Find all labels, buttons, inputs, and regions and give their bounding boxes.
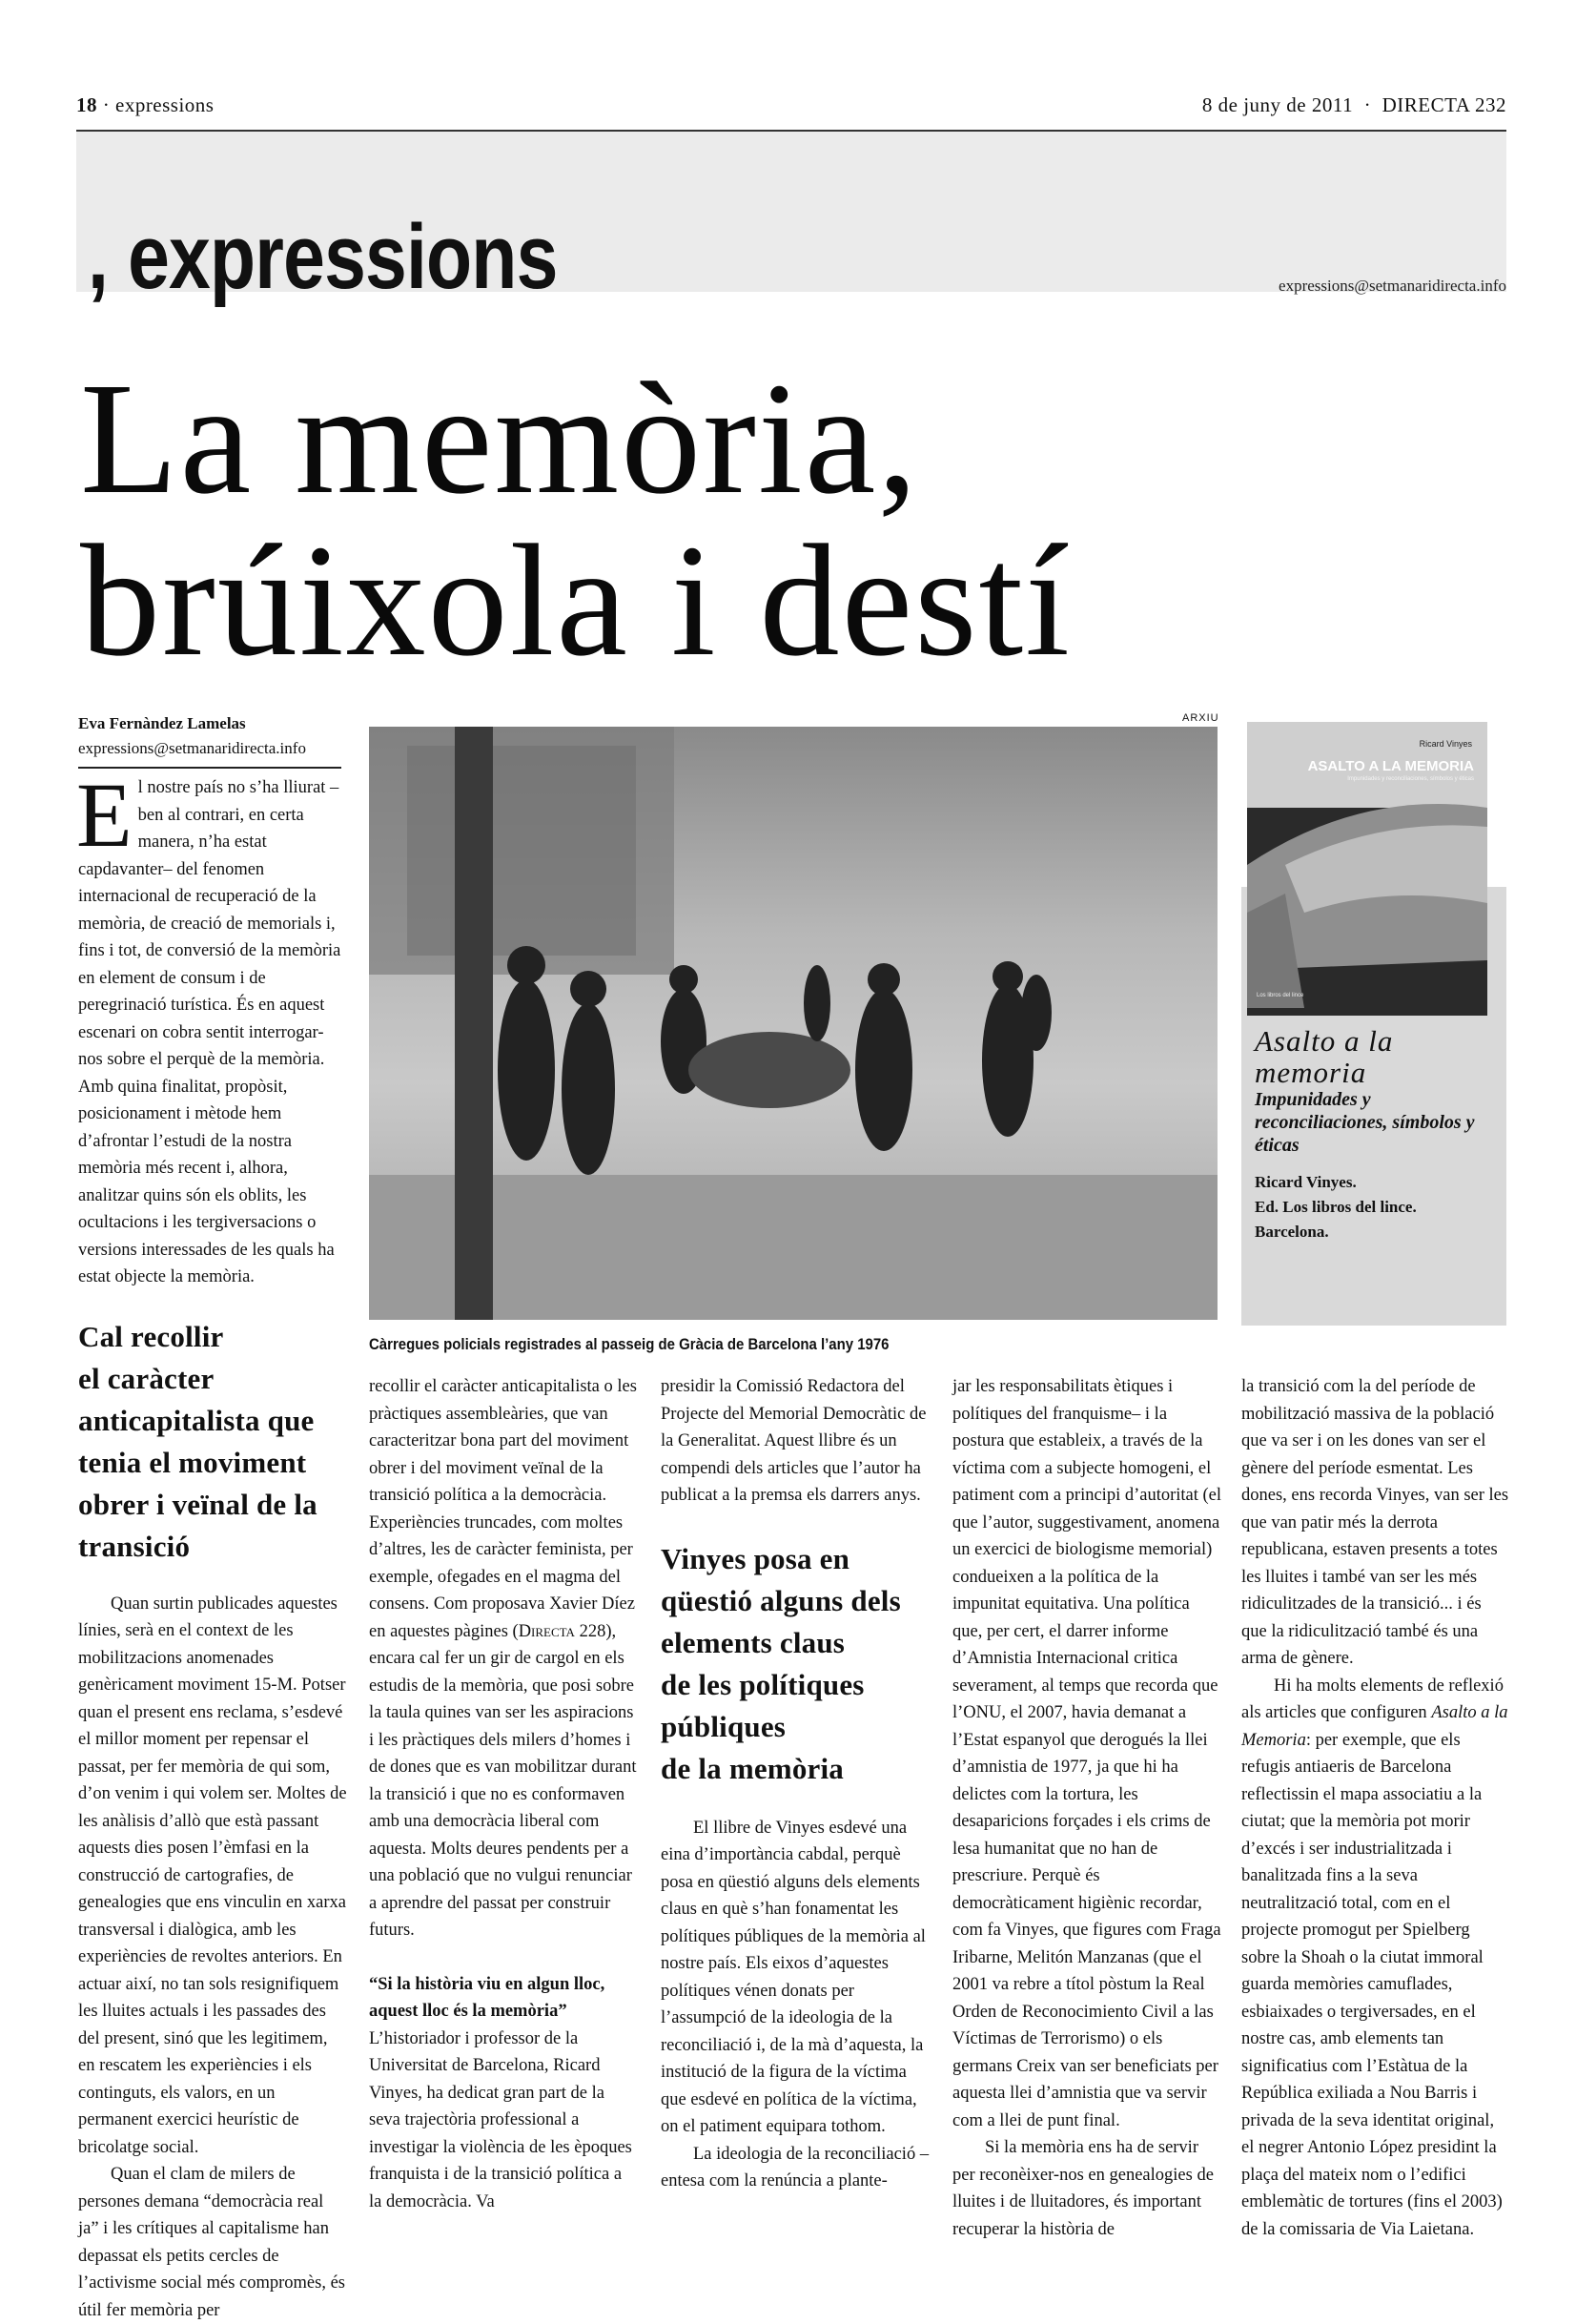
separator: ·: [1363, 93, 1372, 116]
byline: [78, 711, 341, 769]
paragraph: presidir la Comissió Redactora del Projecte del Memorial Democràtic de la Generalitat. Aquest llibre és un compendi dels articles que l’autor ha publicat a la premsa els darrers anys.: [661, 1377, 927, 1505]
section-name: · expressions: [102, 93, 215, 116]
cover-publisher: Los libros del lince: [1257, 993, 1304, 998]
subhead-line: el caràcter: [78, 1361, 215, 1395]
paragraph: Quan surtin publicades aquestes línies, serà en el context de les mobilitzacions anomenades genèricament moviment 15-M. Potser quan el present ens reclama, s’esdevé el millor moment per repensar el passat, per fer memòria de qui som, d’on venim i qui volem ser. Moltes de les anàlisis d’allò que està passant aquests dies posen l’èmfasi en la construcció de cartografies, de genealogies que ens vinculin en xarxa transversal i dialògica, amb les experiències de revoltes anteriors. En actuar així, no tan sols resignifiquem les lluites actuals i les passades des del present, sinó que les legitimem, en rescatem les experiències i els continguts, els valors, en un permanent exercici heurístic de bricolatge social.: [78, 1594, 347, 2157]
paragraph: Quan el clam de milers de persones demana “democràcia real ja” i les crítiques al capitalisme han depassat els petits cercles de l’activisme social més compromès, és útil fer memòria per: [78, 2165, 345, 2320]
column-3: [661, 1373, 931, 2195]
issue-number: DIRECTA 232: [1382, 93, 1506, 116]
photo-caption: Càrregues policials registrades al passeig de Gràcia de Barcelona l’any 1976: [369, 1335, 890, 1353]
subhead-line: de les polítiques: [661, 1667, 865, 1701]
book-subtitle: Impunidades y reconciliaciones, símbolos y éticas: [1255, 1089, 1475, 1156]
cover-subtitle: Impunidades y reconciliaciones, símbolos y éticas: [1347, 776, 1474, 782]
subhead-2: [661, 1538, 931, 1790]
subhead-line: tenia el moviment: [78, 1445, 307, 1479]
column-4: [952, 1373, 1222, 2243]
intro-text: l nostre país no s’ha lliurat –ben al contrari, en certa manera, n’ha estat capdavanter– del fenomen internacional de recuperació de la memòria, de creació de memorials i, fins i tot, de conversió de la memòria en element de consum i de peregrinació turística. És en aquest escenari on cobra sentit interrogar-nos sobre el perquè de la memòria. Amb quina finalitat, propòsit, posicionament i mètode hem d’afrontar l’estudi de la nostra memòria més recent i, alhora, analitzar quins són els oblits, les ocultacions i les tergiversacions o versions interessades de les quals ha estat objecte la memòria.: [78, 778, 341, 1286]
subhead-line: públiques: [661, 1709, 787, 1743]
subhead-line: obrer i veïnal de la: [78, 1487, 317, 1521]
headline: [80, 350, 1072, 689]
page-number: 18: [76, 93, 97, 116]
headline-line-1: La memòria,: [80, 350, 920, 527]
cover-author: Ricard Vinyes: [1419, 739, 1472, 749]
section-email[interactable]: expressions@setmanaridirecta.info: [1279, 277, 1506, 295]
paragraph: L’historiador i professor de la Universitat de Barcelona, Ricard Vinyes, ha dedicat gran part de la seva trajectòria professional a investigar la violència de les èpoques franquista i de la transició política a la democràcia. Va: [369, 2028, 632, 2211]
subhead-line: qüestió alguns dels: [661, 1583, 901, 1617]
section-title: , expressions: [88, 206, 558, 308]
drop-cap: E: [76, 764, 133, 866]
subhead-1: [78, 1316, 347, 1568]
cover-title: ASALTO A LA MEMORIA: [1307, 758, 1474, 774]
text: : per exemple, que els refugis antiaeris de Barcelona reflectissin el mapa associatiu a la ciutat; que la memòria pot morir d’excés i ser industrialitzada i banalitzada fins a la seva neutralització total, com en el projecte promogut per Spielberg sobre la Shoah o la ciutat immoral guarda memòries camuflades, esbiaixades o tergiversades, en el nostre cas, amb elements tan significatius com l’Estàtua de la República exiliada a Nou Barris i privada de la seva identitat original, el negrer Antonio López presidint la plaça del mateix nom o l’edifici emblemàtic de tortures (fins el 2003) de la comissaria de Via Laietana.: [1241, 1730, 1503, 2239]
paragraph: La ideologia de la reconciliació –entesa com la renúncia a plante-: [661, 2144, 930, 2190]
publication-name: Directa: [518, 1621, 575, 1641]
book-cover: [1247, 722, 1487, 1016]
police-charge-image: [369, 727, 1218, 1320]
quote-subhead: “Si la història viu en algun lloc, aquest lloc és la memòria”: [369, 1974, 605, 2021]
headline-line-2: brúixola i destí: [80, 512, 1072, 689]
page-folio: [76, 93, 214, 117]
book-city: Barcelona.: [1255, 1223, 1329, 1241]
book-title: Asalto a la memoria: [1255, 1024, 1394, 1089]
subhead-line: Cal recollir: [78, 1319, 224, 1353]
issue-date: 8 de juny de 2011: [1201, 93, 1354, 116]
paragraph: El llibre de Vinyes esdevé una eina d’importància cabdal, perquè posa en qüestió alguns dels elements claus en què s’han fonamentat les polítiques públiques de la memòria al nostre país. Els eixos d’aquestes polítiques vénen donats per l’assumpció de la ideologia de la reconciliació i, de la mà d’aquesta, la institució de la figura de la víctima que esdevé en política de la víctima, on el patiment equipara tothom.: [661, 1818, 926, 2136]
author-email[interactable]: expressions@setmanaridirecta.info: [78, 739, 306, 757]
intro-paragraph: [76, 764, 347, 1291]
paragraph: [1241, 1673, 1511, 2244]
news-photo: [369, 727, 1218, 1320]
paragraph: Si la memòria ens ha de servir per reconèixer-nos en genealogies de lluites i de lluitadores, és important recuperar la història de: [952, 2138, 1214, 2239]
author-name: Eva Fernàndez Lamelas: [78, 714, 246, 732]
book-author: Ricard Vinyes.: [1255, 1173, 1357, 1191]
issue-info: [1202, 93, 1506, 117]
book-meta: [1255, 1170, 1503, 1244]
text: Hi ha molts elements de reflexió als articles que configuren: [1241, 1676, 1504, 1722]
subhead-line: Vinyes posa en: [661, 1541, 850, 1575]
book-info: [1255, 1025, 1503, 1244]
column-1: [76, 764, 347, 2324]
book-title-reference: Asalto a la Memoria: [1241, 1703, 1508, 1750]
subhead-line: de la memòria: [661, 1751, 844, 1785]
paragraph: jar les responsabilitats ètiques i polítiques del franquisme– i la postura que estableix, a través de la víctima com a subjecte homogeni, el patiment com a principi d’autoritat (el que l’autor, suggestivament, anomena un exercici de biologisme memorial) condueixen a la política de la impunitat equitativa. Una política que, per cert, el darrer informe d’Amnistia Internacional critica severament, al temps que recorda que l’ONU, el 2007, havia demanat a l’Estat espanyol que derogués la llei d’amnistia de 1977, ja que hi ha delictes com la tortura, les desaparicions forçades i els crims de lesa humanitat que no han de prescriure. Perquè és democràticament higiènic recordar, com fa Vinyes, que figures com Fraga Iribarne, Melitón Manzanas (que el 2001 va rebre a títol pòstum la Real Orden de Reconocimiento Civil a las Víctimas de Terrorismo) o els germans Creix van ser beneficiats per aquesta llei d’amnistia que va servir com a llei de punt final.: [952, 1377, 1222, 2130]
photo-credit: ARXIU: [1182, 712, 1219, 724]
text: recollir el caràcter anticapitalista o les pràctiques assembleàries, que van caracteritzar bona part del moviment obrer i del moviment veïnal de la transició política a la democràcia. Experiències truncades, com moltes d’altres, les de caràcter feminista, per exemple, ofegades en el magma del consens. Com proposava Xavier Díez en aquestes pàgines (: [369, 1377, 637, 1641]
text: 228), encara cal fer un gir de cargol en els estudis de la memòria, que posi sobre la taula quines van ser les aspiracions i les pràctiques dels milers d’homes i de dones que es van mobilitzar durant la transició i que no es conformaven amb una democràcia liberal com aquesta. Molts deures pendents per a una població que no vulgui renunciar a aprendre del passat per construir futurs.: [369, 1621, 637, 1940]
subhead-line: anticapitalista que: [78, 1403, 315, 1437]
column-5: [1241, 1373, 1511, 2243]
book-publisher: Ed. Los libros del lince.: [1255, 1198, 1417, 1216]
subhead-line: elements claus: [661, 1625, 846, 1659]
paragraph: [369, 1373, 639, 1944]
subhead-line: transició: [78, 1529, 191, 1563]
paragraph: la transició com la del període de mobilització massiva de la població que va ser i on les dones van ser el gènere del període esmentat. Les dones, ens recorda Vinyes, van ser les que van patir més la derrota republicana, estaven presents a totes les lluites i també van ser les més ridiculitzades de la transició... i és que la ridiculització també és una arma de gènere.: [1241, 1377, 1509, 1668]
column-2: [369, 1373, 639, 2215]
